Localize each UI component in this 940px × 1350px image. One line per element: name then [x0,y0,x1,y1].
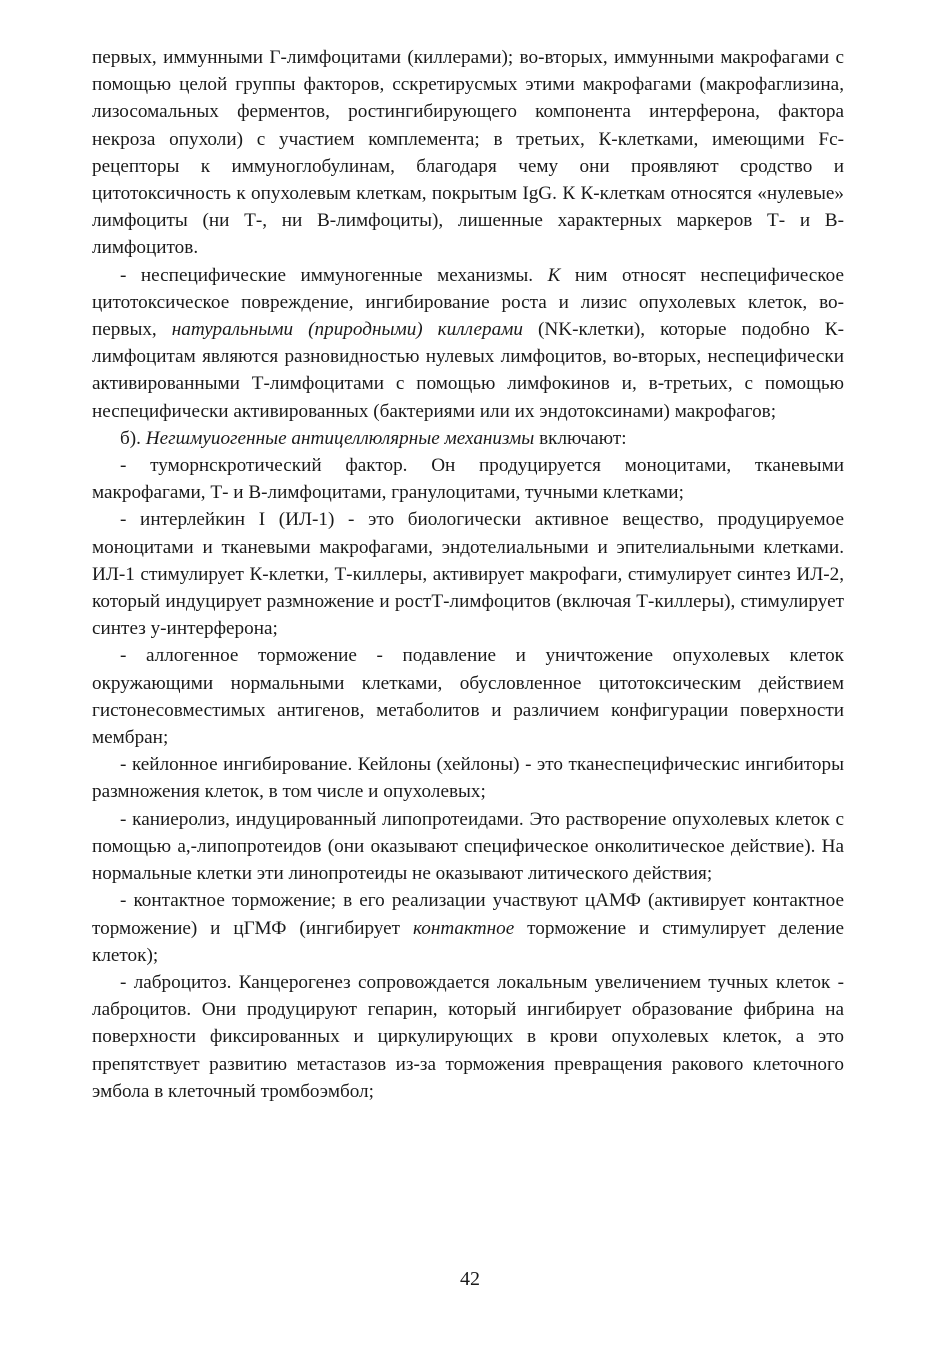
body-text: - интерлейкин I (ИЛ-1) - это биологически активное вещество, продуцируемое моноцитами и тканевыми макрофагами, эндотелиальными и эпителиальными клетками. ИЛ-1 стимулирует К-клетки, Т-киллеры, активирует макрофаги, стимулирует синтез ИЛ-2, который индуцирует размножение и ростТ-лимфоцитов (включая Т-киллеры), стимулирует синтез у-интерферона; [92,509,844,640]
paragraph-3 [92,425,844,452]
paragraph-2 [92,262,844,425]
page-body [92,44,844,1105]
body-text: ним относят неспецифическое цитотоксическое повреждение, ингибирование роста и лизис опухолевых клеток, во-первых, [92,264,844,341]
body-text: (NK-клетки), которые подобно К-лимфоцитам являются разновидностью нулевых лимфоцитов, во-вторых, неспецифически активированными Т-лимфоцитами с помощью лимфокинов и, в-третьих, с помощью неспецифически активированных (бактериями или их эндотоксинами) макрофагов; [92,319,844,422]
body-text: торможение и стимулирует деление клеток); [92,917,844,966]
paragraph-7 [92,751,844,805]
paragraph-6 [92,642,844,751]
italic-text: контактное [412,917,515,939]
paragraph-4 [92,452,844,506]
italic-text: натуральными (природными) киллерами [171,319,524,341]
page-number: 42 [460,1268,480,1290]
paragraph-9 [92,887,844,969]
body-text: включают: [534,427,627,449]
body-text: - туморнскротический фактор. Он продуцируется моноцитами, тканевыми макрофагами, Т- и В-лимфоцитами, гранулоцитами, тучными клетками; [92,455,844,504]
italic-text: Негшмуиогенные антицеллюлярные механизмы [145,427,535,449]
italic-text: К [547,264,561,286]
paragraph-1 [92,44,844,262]
body-text: - контактное торможение; в его реализации участвуют цАМФ (активирует контактное торможение) и цГМФ (ингибирует [92,890,844,939]
body-text: - неспецифические иммуногенные механизмы. [120,264,548,286]
body-text: - каниеролиз, индуцированный липопротеидами. Это растворение опухолевых клеток с помощью а,-липопротеидов (они оказывают специфическое онколитическое действие). На нормальные клетки эти линопротеиды не оказывают литического действия; [92,808,844,885]
body-text: б). [120,427,146,449]
body-text: - кейлонное ингибирование. Кейлоны (хейлоны) - это тканеспецифическис ингибиторы размножения клеток, в том числе и опухолевых; [92,754,844,803]
body-text: первых, иммунными Г-лимфоцитами (киллерами); во-вторых, иммунными макрофагами с помощью целой группы факторов, сскретирусмых этими макрофагами (макрофаглизина, лизосомальных ферментов, ростингибирующего компонента интерферона, фактора некроза опухоли) с участием комплемента; в третьих, К-клетками, имеющими Fc-рецепторы к иммуноглобулинам, благодаря чему они проявляют сродство и цитотоксичность к опухолевым клеткам, покрытым IgG. К К-клеткам относятся «нулевые» лимфоциты (ни Т-, ни В-лимфоциты), лишенные характерных маркеров Т- и В-лимфоцитов. [92,47,844,259]
paragraph-8 [92,806,844,888]
paragraph-10 [92,969,844,1105]
body-text: - аллогенное торможение - подавление и уничтожение опухолевых клеток окружающими нормальными клетками, обусловленное цитотоксическим действием гистонесовместимых антигенов, метаболитов и различием конфигурации поверхности мембран; [92,645,844,749]
body-text: - лаброцитоз. Канцерогенез сопровождается локальным увеличением тучных клеток - лаброцитов. Они продуцируют гепарин, который ингибирует образование фибрина на поверхности фиксированных и циркулирующих в крови опухолевых клеток, а это препятствует развитию метастазов из-за торможения превращения ракового клеточного эмбола в клеточный тромбоэмбол; [92,971,844,1102]
paragraph-5 [92,506,844,642]
